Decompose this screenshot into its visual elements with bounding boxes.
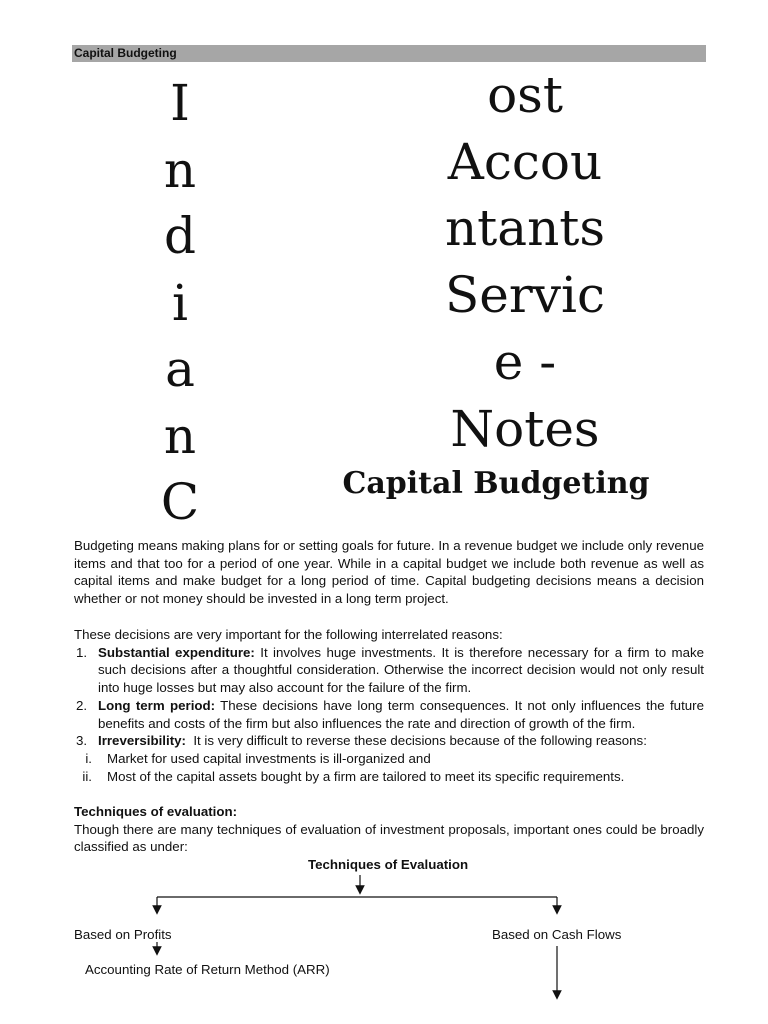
header-title: Capital Budgeting [74, 46, 177, 60]
sub-list-text: Market for used capital investments is ill-organized and [107, 750, 431, 766]
title-line: ntants [444, 199, 606, 258]
list-number: 3. [76, 733, 88, 749]
title-line: Notes [450, 399, 600, 458]
sub-list-number: ii. [82, 768, 92, 784]
reasons-lead: These decisions are very important for the following interrelated reasons: [74, 627, 503, 642]
diagram-left-node: Based on Profits [74, 927, 172, 942]
list-text: It is very difficult to reverse these decisions because of the following reasons: [185, 733, 647, 749]
title-line: Servic [445, 266, 605, 325]
vertical-letter: C [160, 473, 200, 531]
vertical-letter: n [163, 140, 197, 199]
list-text: These decisions have long term consequences. It not only influences the future benefits and costs of the firm but also influences the rate and direction of growth of the firm. [98, 697, 704, 731]
list-term: Substantial expenditure: [98, 644, 255, 660]
sub-list-number: i. [85, 750, 92, 766]
title-line: Accou [447, 132, 603, 191]
list-term: Long term period: [98, 697, 216, 713]
vertical-letter: i [172, 273, 188, 332]
techniques-heading: Techniques of evaluation: [74, 804, 238, 819]
list-text: It involves huge investments. It is therefore necessary for a firm to make such decisions after a thoughtful consideration. Otherwise the incorrect decision would not only result into huge losses but may also account for the failure of the firm. [98, 644, 705, 696]
sub-list-text: Most of the capital assets bought by a firm are tailored to meet its specific requirements. [107, 768, 625, 784]
vertical-letter: a [165, 340, 195, 398]
intro-paragraph: Budgeting means making plans for or setting goals for future. In a revenue budget we include only revenue items and that too for a period of one year. While in a capital budget we include both revenue as well as capital items and make budget for a long period of time. Capital budgeting decisions means a decision whether or not money should be invested in a long term project. [74, 538, 704, 607]
diagram-left-child: Accounting Rate of Return Method (ARR) [85, 962, 330, 977]
techniques-paragraph: Though there are many techniques of evaluation of investment proposals, important ones could be broadly classified as under: [74, 821, 704, 855]
vertical-letter: I [170, 74, 190, 132]
vertical-letter: d [163, 207, 196, 265]
list-number: 1. [76, 644, 88, 660]
list-term: Irreversibility: [98, 733, 186, 749]
vertical-letter: n [163, 406, 197, 465]
title-line: e - [493, 332, 557, 391]
page-subtitle: Capital Budgeting [342, 466, 650, 501]
diagram-root: Techniques of Evaluation [308, 857, 469, 872]
list-number: 2. [76, 697, 88, 713]
diagram-right-node: Based on Cash Flows [492, 927, 622, 942]
title-line: ost [487, 66, 563, 124]
